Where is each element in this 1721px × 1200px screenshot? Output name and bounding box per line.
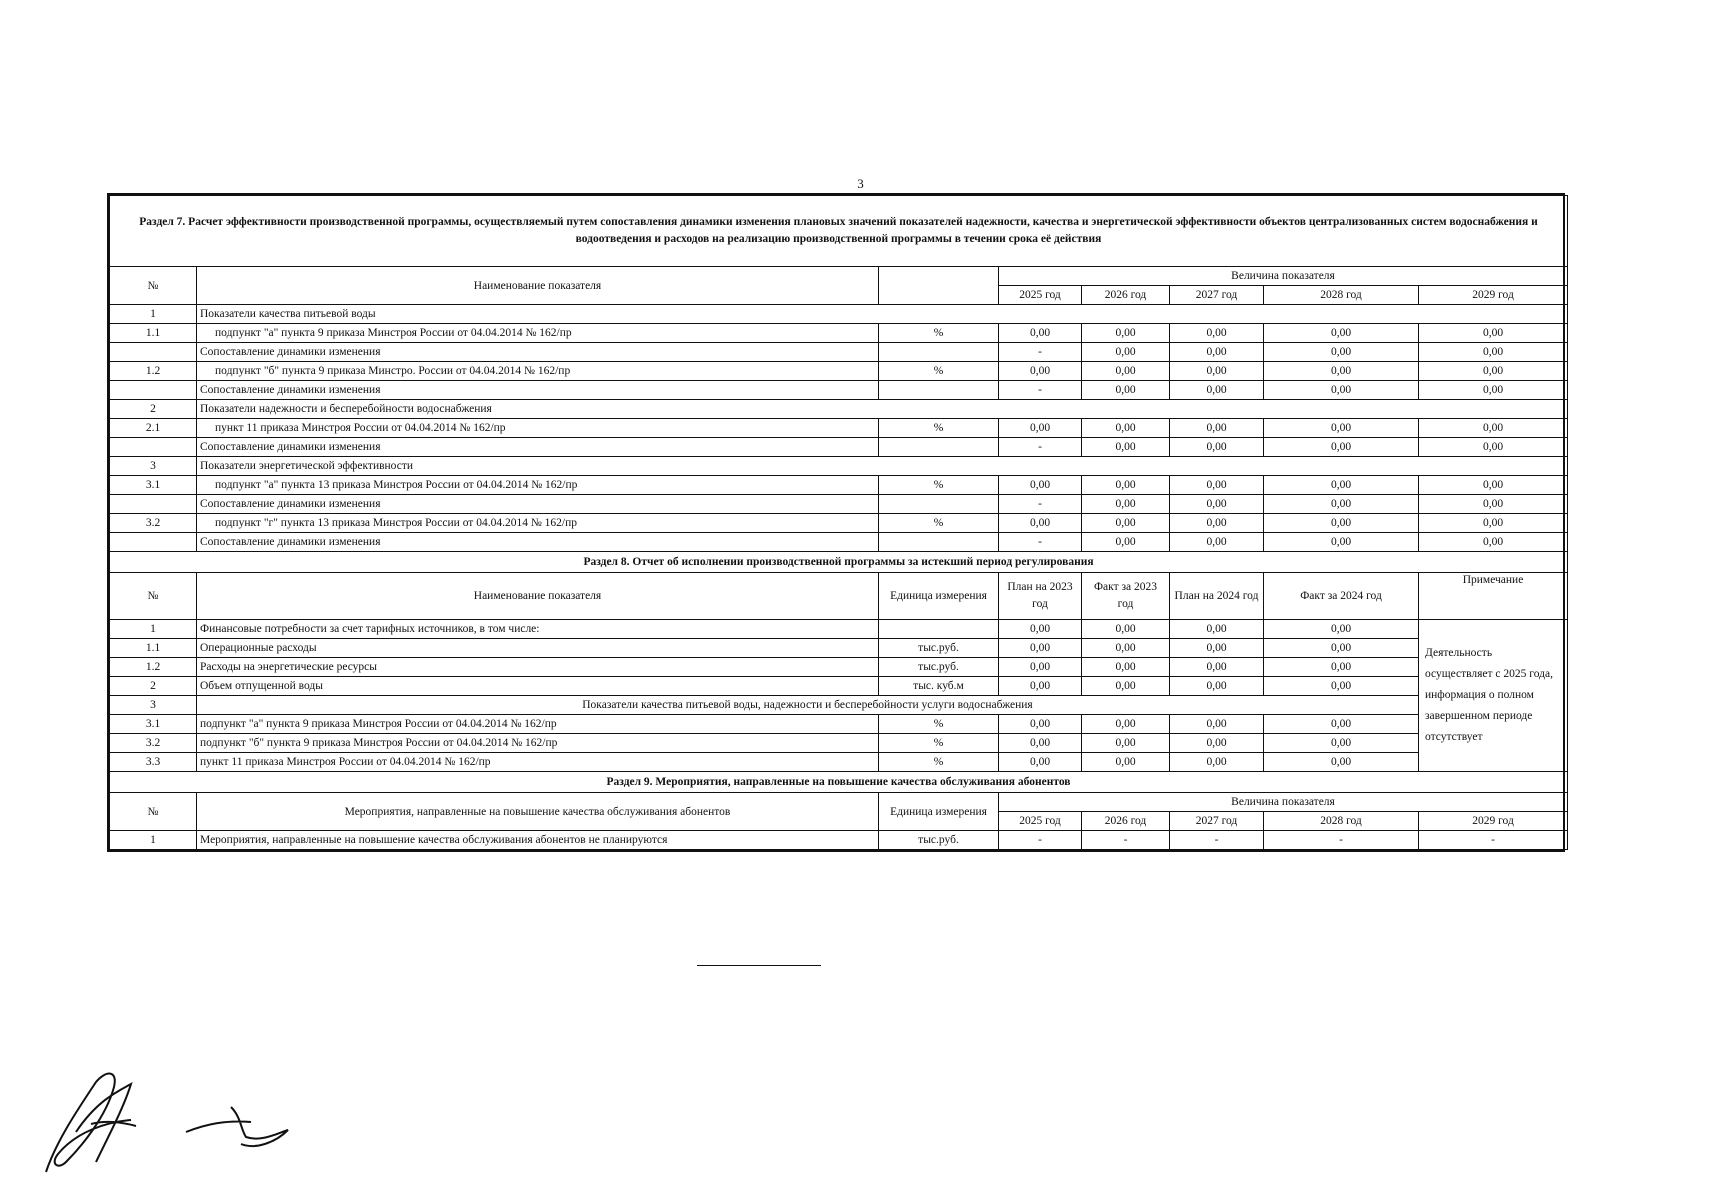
handwritten-signature [36, 1062, 316, 1182]
s7-value-cell: 0,00 [1419, 514, 1568, 533]
s8-value-cell: 0,00 [1082, 715, 1170, 734]
s7-row [110, 495, 1568, 514]
s9-row [110, 831, 1568, 850]
s7-row-no: 1.1 [110, 324, 197, 343]
s7-row-name: Сопоставление динамики изменения [197, 533, 879, 552]
s7-group-name: Показатели качества питьевой воды [197, 305, 1568, 324]
s8-value-cell: 0,00 [1170, 658, 1264, 677]
s8-value-cell: 0,00 [1264, 677, 1419, 696]
s7-year-2025: 2025 год [999, 286, 1082, 305]
s7-value-cell: 0,00 [1419, 324, 1568, 343]
s7-value-cell: 0,00 [1264, 343, 1419, 362]
table-body [110, 196, 1568, 850]
s8-value-cell: 0,00 [999, 658, 1082, 677]
s8-value-cell: 0,00 [1170, 753, 1264, 772]
s8-value-cell: 0,00 [1082, 639, 1170, 658]
s7-value-cell: 0,00 [1264, 514, 1419, 533]
s7-value-cell: 0,00 [1264, 495, 1419, 514]
s7-row [110, 305, 1568, 324]
s7-value-cell: 0,00 [1419, 381, 1568, 400]
s7-header-name: Наименование показателя [197, 267, 879, 305]
section8-title: Раздел 8. Отчет об исполнении производственной программы за истекший период регулирования [110, 552, 1568, 573]
s7-value-cell: 0,00 [1170, 476, 1264, 495]
s7-value-cell: 0,00 [1170, 514, 1264, 533]
s7-value-cell: 0,00 [1264, 438, 1419, 457]
s8-row-no: 3.3 [110, 753, 197, 772]
s8-row [110, 677, 1568, 696]
s7-row-unit: % [879, 362, 999, 381]
s9-value-cell: - [1419, 831, 1568, 850]
s7-group-name: Показатели надежности и бесперебойности водоснабжения [197, 400, 1568, 419]
s8-value-cell: 0,00 [1170, 639, 1264, 658]
s7-row [110, 381, 1568, 400]
s8-row [110, 658, 1568, 677]
s8-value-cell: 0,00 [999, 677, 1082, 696]
s7-row [110, 533, 1568, 552]
s7-value-cell: 0,00 [1082, 419, 1170, 438]
s7-header-no: № [110, 267, 197, 305]
s7-row-no: 3.2 [110, 514, 197, 533]
s8-row-name: Объем отпущенной воды [197, 677, 879, 696]
s7-value-cell: 0,00 [999, 514, 1082, 533]
s8-value-cell: 0,00 [1170, 677, 1264, 696]
s7-year-2029: 2029 год [1419, 286, 1568, 305]
s7-value-cell: 0,00 [1170, 495, 1264, 514]
s7-value-cell: 0,00 [1170, 343, 1264, 362]
s7-value-cell: 0,00 [1264, 324, 1419, 343]
s7-value-cell: 0,00 [1264, 381, 1419, 400]
s7-header-unit [879, 267, 999, 305]
s8-row-unit: % [879, 753, 999, 772]
s9-header-no: № [110, 793, 197, 831]
s8-value-cell: 0,00 [1082, 753, 1170, 772]
s7-row-no [110, 438, 197, 457]
s8-row-no: 1.2 [110, 658, 197, 677]
s9-header-name: Мероприятия, направленные на повышение качества обслуживания абонентов [197, 793, 879, 831]
s9-year-header: 2025 год [999, 812, 1082, 831]
s7-value-cell: 0,00 [1419, 495, 1568, 514]
s7-row-name: подпункт "а" пункта 13 приказа Минстроя России от 04.04.2014 № 162/пр [197, 476, 879, 495]
s7-row-unit [879, 533, 999, 552]
s7-row-unit [879, 381, 999, 400]
s7-row-no [110, 343, 197, 362]
s8-value-cell: 0,00 [1082, 658, 1170, 677]
s8-row [110, 620, 1568, 639]
s8-row-name: Финансовые потребности за счет тарифных источников, в том числе: [197, 620, 879, 639]
s8-value-cell: 0,00 [1170, 620, 1264, 639]
s8-row-no: 1.1 [110, 639, 197, 658]
s8-row-name: подпункт "а" пункта 9 приказа Минстроя России от 04.04.2014 № 162/пр [197, 715, 879, 734]
s7-value-cell: 0,00 [1170, 381, 1264, 400]
s8-group-row [110, 696, 1568, 715]
s7-row [110, 438, 1568, 457]
s8-row [110, 639, 1568, 658]
s7-row-unit: % [879, 514, 999, 533]
s8-row [110, 753, 1568, 772]
s7-group-name: Показатели энергетической эффективности [197, 457, 1568, 476]
s8-row-no: 3.2 [110, 734, 197, 753]
s7-value-cell: - [999, 343, 1082, 362]
s7-value-cell: 0,00 [1082, 381, 1170, 400]
s8-value-cell: 0,00 [999, 639, 1082, 658]
s7-header-value-group: Величина показателя [999, 267, 1568, 286]
s7-row-no: 2.1 [110, 419, 197, 438]
s7-value-cell: 0,00 [1419, 438, 1568, 457]
s8-header-unit: Единица измерения [879, 573, 999, 620]
s7-row-name: подпункт "а" пункта 9 приказа Минстроя России от 04.04.2014 № 162/пр [197, 324, 879, 343]
s9-row-unit: тыс.руб. [879, 831, 999, 850]
s7-value-cell: - [999, 495, 1082, 514]
s8-row [110, 715, 1568, 734]
s7-value-cell: - [999, 533, 1082, 552]
s7-row-name: пункт 11 приказа Минстроя России от 04.04.2014 № 162/пр [197, 419, 879, 438]
s7-value-cell: 0,00 [1264, 419, 1419, 438]
s8-row-unit [879, 620, 999, 639]
s8-row-unit: тыс. куб.м [879, 677, 999, 696]
s7-year-2028: 2028 год [1264, 286, 1419, 305]
s9-row-no: 1 [110, 831, 197, 850]
s9-value-cell: - [1264, 831, 1419, 850]
s7-value-cell: 0,00 [1170, 419, 1264, 438]
s7-row [110, 419, 1568, 438]
s9-year-header: 2028 год [1264, 812, 1419, 831]
s7-value-cell: 0,00 [999, 362, 1082, 381]
s7-value-cell: 0,00 [1170, 324, 1264, 343]
s9-value-cell: - [1082, 831, 1170, 850]
s8-value-cell: 0,00 [1082, 677, 1170, 696]
s7-value-cell: - [999, 381, 1082, 400]
s8-header-plan-2023: План на 2023 год [999, 573, 1082, 620]
bottom-rule [697, 965, 821, 966]
s7-row [110, 476, 1568, 495]
s9-year-header: 2029 год [1419, 812, 1568, 831]
s7-row-no: 1 [110, 305, 197, 324]
s8-value-cell: 0,00 [999, 620, 1082, 639]
s7-row-name: подпункт "б" пункта 9 приказа Минстро. России от 04.04.2014 № 162/пр [197, 362, 879, 381]
s8-note-text: Деятельность осуществляет с 2025 года, информация о полном завершенном периоде отсутствует [1419, 620, 1568, 772]
s9-year-header: 2027 год [1170, 812, 1264, 831]
s7-row-name: Сопоставление динамики изменения [197, 495, 879, 514]
s8-value-cell: 0,00 [999, 715, 1082, 734]
s7-value-cell: 0,00 [1082, 324, 1170, 343]
s7-row-no: 3.1 [110, 476, 197, 495]
s8-row-no: 1 [110, 620, 197, 639]
s8-header-no: № [110, 573, 197, 620]
s7-row-name: подпункт "г" пункта 13 приказа Минстроя России от 04.04.2014 № 162/пр [197, 514, 879, 533]
s7-row [110, 343, 1568, 362]
s9-header-value-group: Величина показателя [999, 793, 1568, 812]
report-table [109, 195, 1568, 850]
s8-value-cell: 0,00 [999, 734, 1082, 753]
s7-value-cell: 0,00 [1419, 476, 1568, 495]
s7-value-cell: 0,00 [1082, 438, 1170, 457]
s7-row-no [110, 533, 197, 552]
s8-row-unit: % [879, 715, 999, 734]
s9-header-unit: Единица измерения [879, 793, 999, 831]
s8-row-name: Операционные расходы [197, 639, 879, 658]
s7-value-cell: 0,00 [1082, 343, 1170, 362]
s9-value-cell: - [1170, 831, 1264, 850]
s7-value-cell: 0,00 [1419, 362, 1568, 381]
s7-value-cell: 0,00 [1170, 438, 1264, 457]
s7-row-no [110, 381, 197, 400]
s7-value-cell: 0,00 [999, 419, 1082, 438]
s8-value-cell: 0,00 [1082, 734, 1170, 753]
s8-header-fact-2023: Факт за 2023 год [1082, 573, 1170, 620]
s8-row-unit: % [879, 734, 999, 753]
s8-row-name: пункт 11 приказа Минстроя России от 04.04.2014 № 162/пр [197, 753, 879, 772]
s8-value-cell: 0,00 [1264, 639, 1419, 658]
s7-value-cell: 0,00 [1419, 533, 1568, 552]
s8-header-plan-2024: План на 2024 год [1170, 573, 1264, 620]
s7-row-no: 2 [110, 400, 197, 419]
s8-value-cell: 0,00 [1264, 620, 1419, 639]
s9-year-header: 2026 год [1082, 812, 1170, 831]
report-tables [107, 193, 1565, 852]
s7-row-no: 1.2 [110, 362, 197, 381]
s8-value-cell: 0,00 [1082, 620, 1170, 639]
s8-header-note: Примечание [1419, 573, 1568, 620]
s7-value-cell: 0,00 [999, 324, 1082, 343]
s8-header-name: Наименование показателя [197, 573, 879, 620]
s7-row-unit [879, 495, 999, 514]
section7-title: Раздел 7. Расчет эффективности производственной программы, осуществляемый путем сопоставления динамики изменения плановых значений показателей надежности, качества и энергетической эффективности объектов централизованных систем водоснабжения и водоотведения и расходов на реализацию производственной программы в течении срока её действия [110, 196, 1568, 267]
s7-row [110, 400, 1568, 419]
page-number: 3 [857, 176, 864, 191]
s7-row [110, 514, 1568, 533]
s8-row-no: 2 [110, 677, 197, 696]
s8-value-cell: 0,00 [1170, 715, 1264, 734]
s8-value-cell: 0,00 [1264, 715, 1419, 734]
section9-title: Раздел 9. Мероприятия, направленные на повышение качества обслуживания абонентов [110, 772, 1568, 793]
s7-row-unit: % [879, 324, 999, 343]
s7-value-cell: 0,00 [1082, 476, 1170, 495]
s8-group-title: Показатели качества питьевой воды, надежности и бесперебойности услуги водоснабжения [197, 696, 1419, 715]
s7-value-cell: 0,00 [1419, 343, 1568, 362]
s7-value-cell: 0,00 [1264, 362, 1419, 381]
s7-row [110, 324, 1568, 343]
s8-header-fact-2024: Факт за 2024 год [1264, 573, 1419, 620]
s7-year-2027: 2027 год [1170, 286, 1264, 305]
s8-value-cell: 0,00 [1264, 658, 1419, 677]
s7-row-no: 3 [110, 457, 197, 476]
s8-row-unit: тыс.руб. [879, 658, 999, 677]
s8-value-cell: 0,00 [1170, 734, 1264, 753]
s7-row-unit: % [879, 419, 999, 438]
s7-value-cell: 0,00 [1082, 533, 1170, 552]
s8-row [110, 734, 1568, 753]
s8-value-cell: 0,00 [1264, 734, 1419, 753]
s7-value-cell: 0,00 [1264, 533, 1419, 552]
s7-row-unit: % [879, 476, 999, 495]
s7-value-cell: 0,00 [1419, 419, 1568, 438]
s8-row-no: 3.1 [110, 715, 197, 734]
s7-value-cell: 0,00 [1082, 514, 1170, 533]
s7-row-unit [879, 438, 999, 457]
s7-row-name: Сопоставление динамики изменения [197, 438, 879, 457]
s7-year-2026: 2026 год [1082, 286, 1170, 305]
s7-row-no [110, 495, 197, 514]
s9-row-name: Мероприятия, направленные на повышение качества обслуживания абонентов не планируются [197, 831, 879, 850]
s7-value-cell: 0,00 [1082, 495, 1170, 514]
s7-value-cell: 0,00 [1170, 533, 1264, 552]
s7-row-name: Сопоставление динамики изменения [197, 381, 879, 400]
s8-value-cell: 0,00 [1264, 753, 1419, 772]
s7-row [110, 362, 1568, 381]
s8-row-name: подпункт "б" пункта 9 приказа Минстроя России от 04.04.2014 № 162/пр [197, 734, 879, 753]
s7-value-cell: 0,00 [1170, 362, 1264, 381]
s8-value-cell: 0,00 [999, 753, 1082, 772]
s9-value-cell: - [999, 831, 1082, 850]
s7-row-unit [879, 343, 999, 362]
s7-value-cell: 0,00 [1264, 476, 1419, 495]
s8-row-unit: тыс.руб. [879, 639, 999, 658]
s8-group-no: 3 [110, 696, 197, 715]
s7-value-cell: - [999, 438, 1082, 457]
s7-row-name: Сопоставление динамики изменения [197, 343, 879, 362]
s7-value-cell: 0,00 [999, 476, 1082, 495]
s7-value-cell: 0,00 [1082, 362, 1170, 381]
s8-row-name: Расходы на энергетические ресурсы [197, 658, 879, 677]
s7-row [110, 457, 1568, 476]
